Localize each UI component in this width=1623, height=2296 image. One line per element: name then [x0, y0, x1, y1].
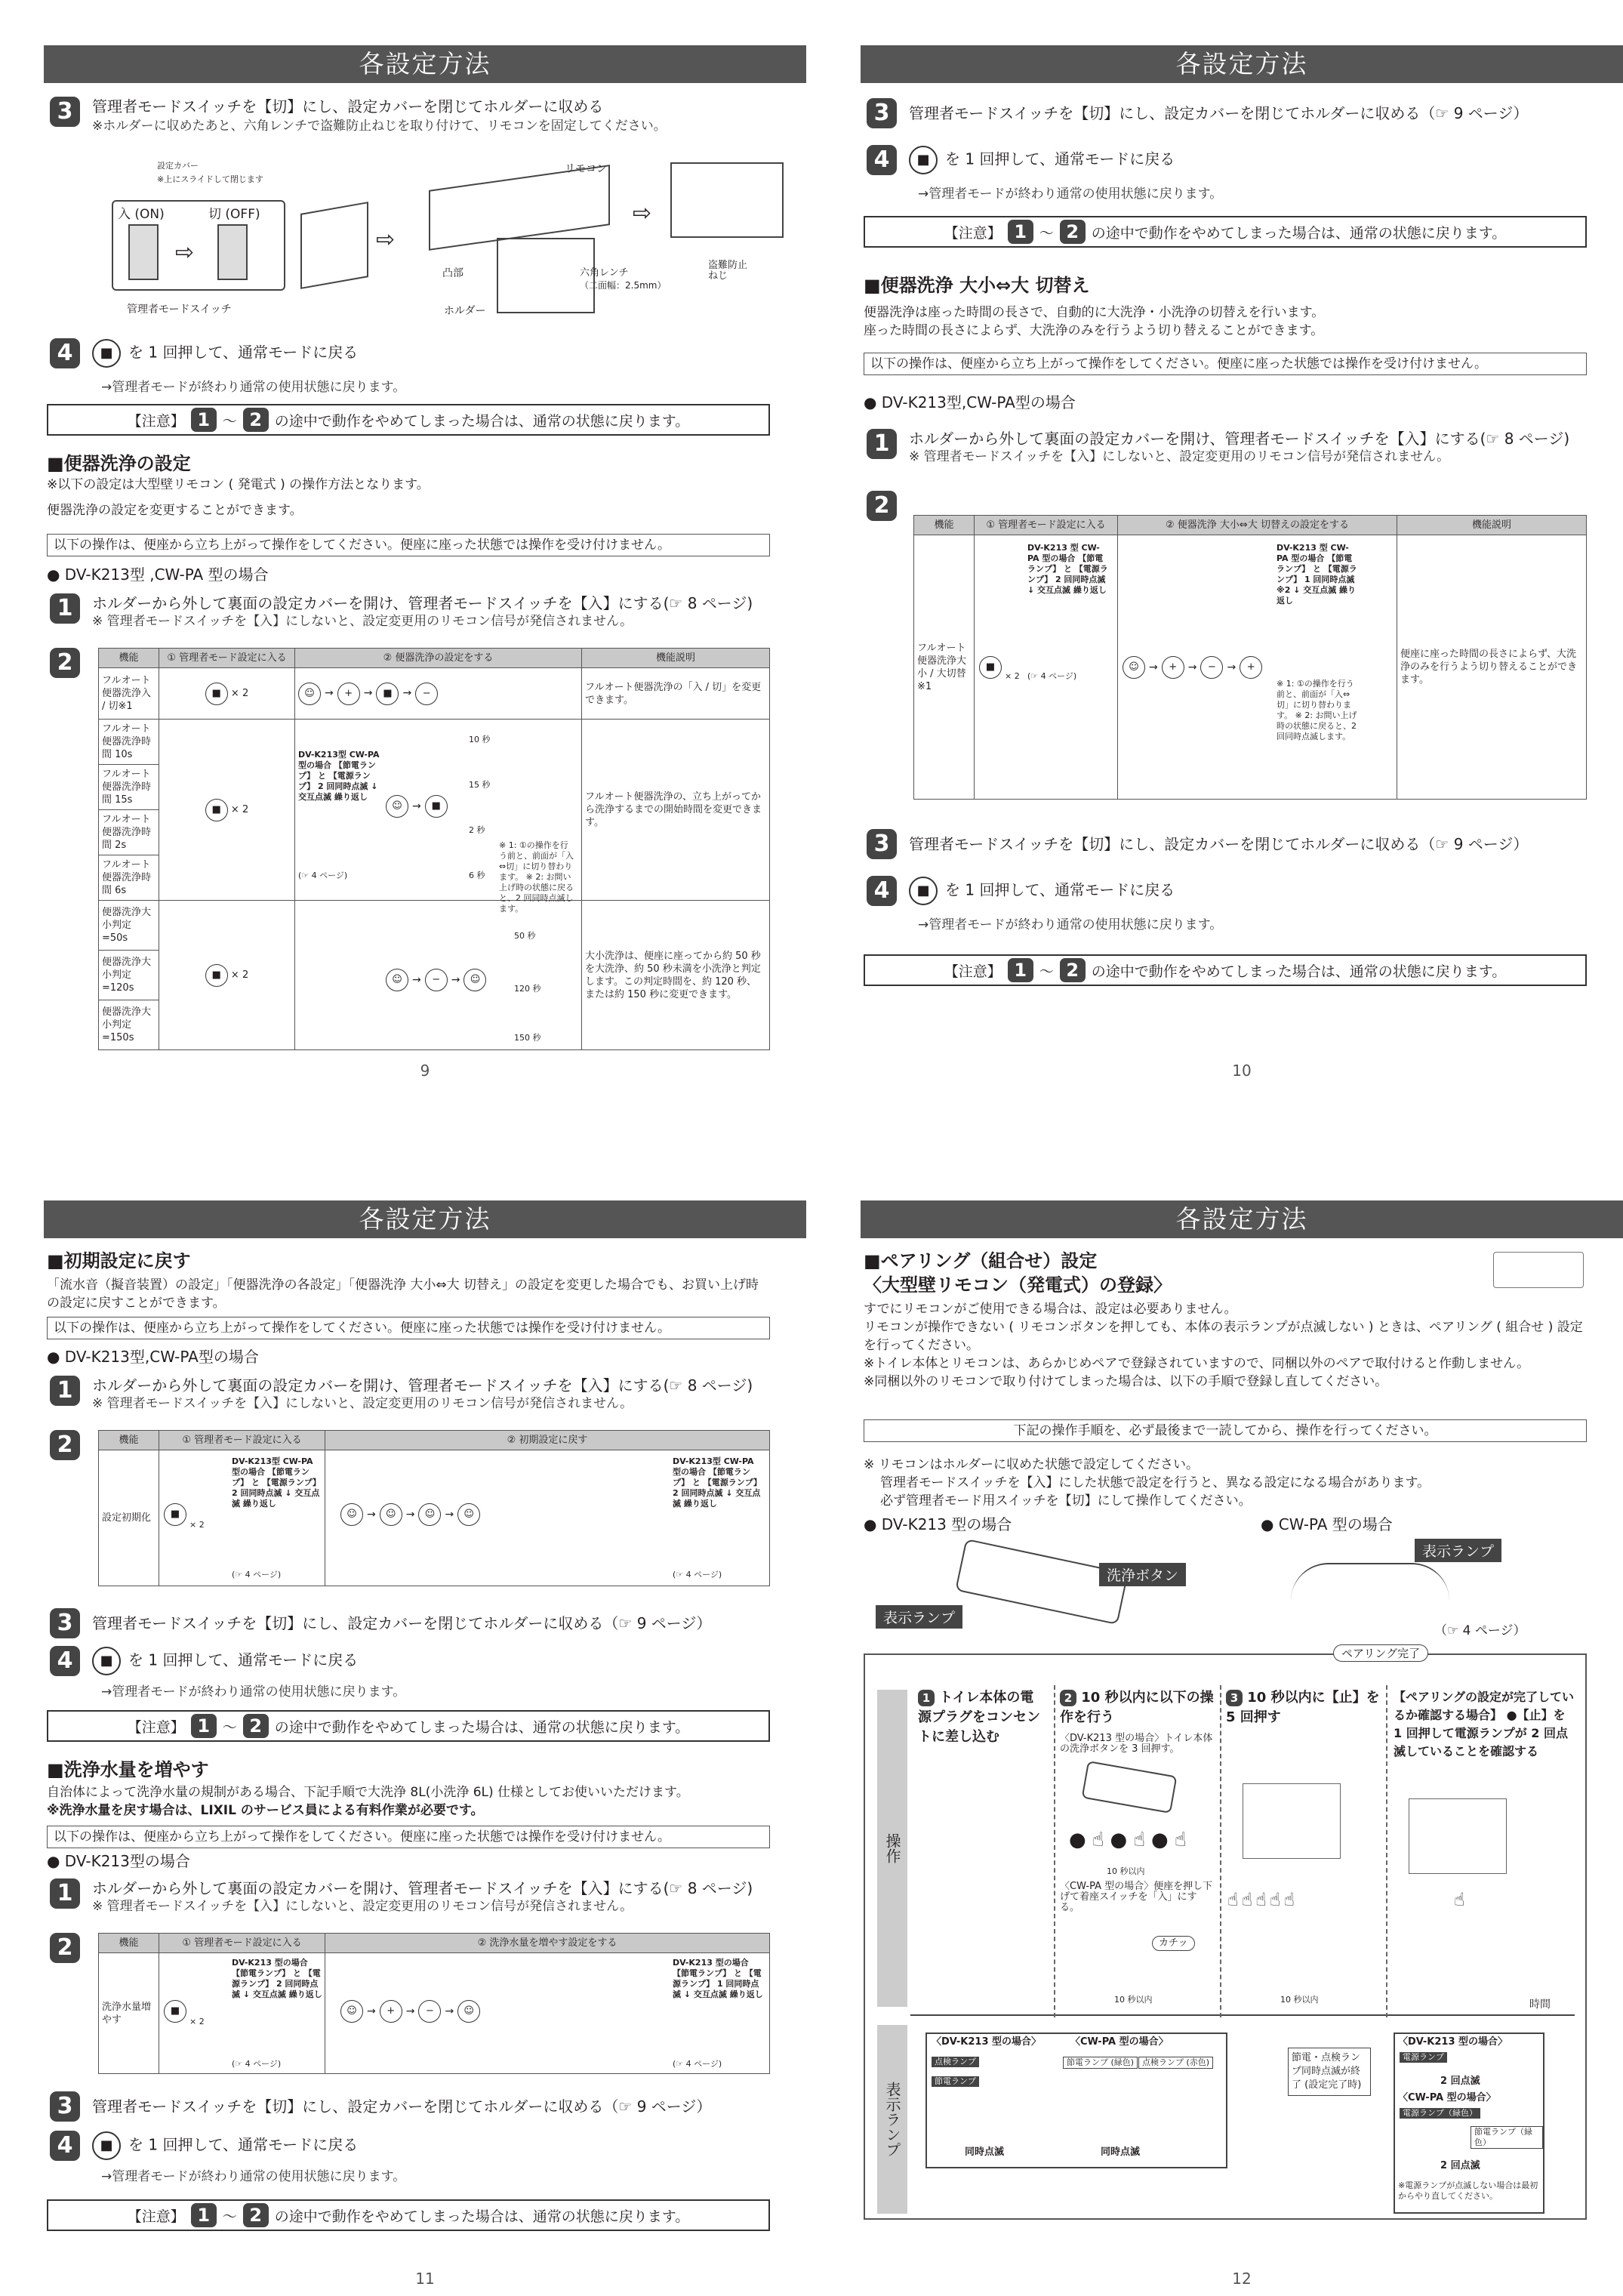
seat-icon: ☺: [457, 2000, 480, 2023]
footnote: ※ 1: ①の操作を行う前と、前面が「入⇔切」に切り替わります。 ※ 2: お問い上げ時の状態に戻ると、2 回同時点滅します。: [499, 840, 574, 914]
remote-front-graphic: [670, 162, 784, 238]
fn-cell: フルオート便器洗浄時間 2s: [99, 810, 159, 855]
step-text: 管理者モードスイッチを【切】にし、設定カバーを閉じてホルダーに収める: [92, 97, 604, 116]
seat-icon: ☺: [340, 1503, 363, 1526]
time-label: 50 秒: [514, 931, 536, 941]
wash-button-label: 洗浄ボタン: [1099, 1563, 1186, 1586]
twice-label: 2 回点滅: [1440, 2076, 1480, 2087]
intro-line: 座った時間の長さによらず、大洗浄のみを行うよう切り替えることができます。: [864, 323, 1324, 338]
step-chip: 3: [1226, 1690, 1243, 1706]
op-sequence: ☺ → ■: [386, 795, 448, 818]
step-text: 管理者モードスイッチを【切】にし、設定カバーを閉じてホルダーに収める: [92, 1614, 604, 1632]
minus-icon: −: [425, 969, 448, 991]
sync-label: 同時点滅: [965, 2147, 1005, 2158]
press-icons: ☝☝☝☝☝: [1227, 1889, 1298, 1910]
footnote: ※電源ランプが点滅しない場合は最初からやり直してください。: [1398, 2180, 1538, 2201]
times-label: × 2: [230, 803, 249, 815]
lamp-note: DV-K213 型の場合 【節電ランプ】 と 【電源ランプ】 1 回同時点滅 ↓ 交互点滅 繰り返し: [673, 1958, 763, 1999]
desc-cell: フルオート便器洗浄の「入 / 切」を変更できます。: [582, 668, 770, 720]
step-text: を 1 回押して、通常モードに戻る: [128, 2135, 359, 2154]
step-text: ホルダーから外して裏面の設定カバーを開け、管理者モードスイッチを【入】にする(☞ 8 ページ): [92, 594, 753, 612]
chip: 1: [191, 1714, 217, 1738]
page-9: [44, 0, 806, 1080]
plus-icon: +: [337, 683, 360, 705]
label-wrench: 六角レンチ: [580, 267, 629, 279]
arrow-icon: ⇨: [376, 227, 396, 253]
page-11: [44, 1155, 806, 2288]
intro-line: ※同梱以外のリモコンで取り付けてしまった場合は、以下の手順で登録し直してください。: [864, 1374, 1388, 1389]
model-heading: ● DV-K213型,CW-PA型の場合: [47, 1348, 259, 1366]
warning-box: 下記の操作手順を、必ず最後まで一読してから、操作を行ってください。: [864, 1419, 1587, 1442]
lamp-tag: 節電ランプ (緑色): [1063, 2057, 1138, 2069]
toilet-graphic: [1082, 1761, 1178, 1814]
lamp-note: DV-K213型 CW-PA 型の場合 【節電ランプ】 と 【電源ランプ】 2 回同時点滅 ↓ 交互点滅 繰り返し: [232, 1456, 321, 1509]
desc-cell: 大小洗浄は、便座に座ってから約 50 秒を大洗浄、約 50 秒未満を小洗浄と判定します。この判定時間を、約 120 秒、または約 150 秒に変更できます。: [582, 901, 770, 1050]
within-label: 10 秒以内: [1107, 1866, 1145, 1876]
caution-note: [864, 216, 1587, 248]
section-title: ■初期設定に戻す: [47, 1250, 191, 1271]
note-text: の途中で動作をやめてしまった場合は、通常の状態に戻ります。: [1091, 963, 1507, 980]
minus-icon: −: [418, 2000, 441, 2023]
settings-table: [98, 648, 770, 1050]
col-header: 機能: [99, 1934, 159, 1953]
time-label: 時間: [1529, 1999, 1551, 2011]
stop-button-icon: ■: [92, 2131, 121, 2160]
stop-button-icon: ■: [425, 795, 448, 818]
step-text: を 1 回押して、通常モードに戻る: [945, 880, 1175, 899]
note-text: の途中で動作をやめてしまった場合は、通常の状態に戻ります。: [1091, 224, 1507, 242]
tilde: ～: [222, 412, 237, 430]
step-number: 4: [50, 1646, 80, 1676]
page-ref: (☞ 4 ページ): [1027, 671, 1077, 681]
chip: 1: [1008, 958, 1033, 982]
label-on: 入 (ON): [118, 207, 165, 222]
lamp-label: 表示ランプ: [1415, 1539, 1501, 1562]
model-label: 〈CW-PA 型の場合〉: [1070, 2036, 1169, 2048]
step-text: を 1 回押して、通常モードに戻る: [128, 1650, 359, 1669]
cw-seat-graphic: [1291, 1563, 1449, 1601]
within-label: 10 秒以内: [1280, 1995, 1319, 2005]
model-heading: ● DV-K213型の場合: [47, 1852, 190, 1870]
label-convex: 凸部: [442, 267, 463, 279]
stop-button-icon: ■: [164, 2000, 186, 2023]
divider: [1054, 1685, 1055, 2017]
chip: 2: [243, 1714, 269, 1738]
twice-label: 2 回点滅: [1440, 2160, 1480, 2171]
page-number: 11: [415, 2270, 435, 2288]
page-12: [861, 1155, 1623, 2288]
times-label: × 2: [230, 969, 249, 981]
fn-cell: フルオート便器洗浄時間 15s: [99, 765, 159, 810]
warning-box: 以下の操作は、便座から立ち上がって操作をしてください。便座に座った状態では操作を受け付けません。: [47, 534, 770, 556]
col-header: ① 管理者モード設定に入る: [159, 1431, 325, 1450]
col-header: ① 管理者モード設定に入る: [159, 1934, 325, 1953]
col-header: ② 洗浄水量を増やす設定をする: [325, 1934, 770, 1953]
tilde: ～: [1039, 963, 1054, 980]
note-line: 必ず管理者モード用スイッチを【切】にして操作してください。: [880, 1493, 1252, 1509]
fn-cell: フルオート便器洗浄時間 6s: [99, 855, 159, 901]
seat-icon: ☺: [298, 683, 321, 705]
time-label: 6 秒: [469, 871, 485, 880]
arrow-icon: ⇨: [175, 239, 195, 266]
step-text: ホルダーから外して裏面の設定カバーを開け、管理者モードスイッチを【入】にする(☞ 8 ページ): [909, 430, 1570, 448]
step-number: 1: [50, 593, 80, 624]
display-box: [1394, 2032, 1544, 2214]
stop-button-icon: ■: [92, 1647, 121, 1675]
note-text: の途中で動作をやめてしまった場合は、通常の状態に戻ります。: [274, 1718, 690, 1736]
settings-table: [98, 1933, 770, 2074]
step-text: ホルダーから外して裏面の設定カバーを開け、管理者モードスイッチを【入】にする(☞ 8 ページ): [92, 1376, 753, 1395]
step-note: 〈DV-K213 型の場合〉トイレ本体の洗浄ボタンを 3 回押す。: [1060, 1733, 1213, 1755]
step-text: トイレ本体の電源プラグをコンセントに差し込む: [918, 1690, 1040, 1745]
page-ref: （☞ 4 ページ）: [1434, 1623, 1526, 1638]
stop-button-icon: ■: [205, 799, 228, 821]
footnote: ※ 1: ①の操作を行う前と、前面が「入⇔切」に切り替わります。 ※ 2: お問い上げ時の状態に戻ると、2 回同時点滅します。: [1277, 679, 1357, 741]
intro-line: 便器洗浄は座った時間の長さで、自動的に大洗浄・小洗浄の切替えを行います。: [864, 305, 1325, 320]
remote-back-graphic: [300, 202, 368, 289]
notes-block: [864, 1456, 1430, 1510]
step-note: ※ 管理者モードスイッチを【入】にしないと、設定変更用のリモコン信号が発信されません。: [92, 614, 633, 629]
op-sequence: ☺ → + → − → +: [1123, 656, 1262, 679]
page-ref: (☞ 4 ページ): [673, 1570, 722, 1579]
fn-cell: 便器洗浄大小判定 =120s: [99, 951, 159, 1000]
model-heading: ● DV-K213型,CW-PA型の場合: [864, 393, 1076, 411]
step-number: 4: [50, 338, 80, 368]
minus-icon: −: [1200, 656, 1223, 679]
warning-box: 以下の操作は、便座から立ち上がって操作をしてください。便座に座った状態では操作を受け付けません。: [47, 1826, 770, 1848]
section-title: ■便器洗浄の設定: [47, 453, 191, 474]
fn-cell: 便器洗浄大小判定 =50s: [99, 901, 159, 951]
seat-icon: ☺: [340, 2000, 363, 2023]
caution-note: [47, 1710, 770, 1742]
label-remote: リモコン: [565, 163, 607, 175]
col-header: ② 便器洗浄の設定をする: [295, 649, 582, 668]
step-note: 〈CW-PA 型の場合〉便座を押し下げて着座スイッチを「入」にする。: [1060, 1881, 1213, 1913]
page-ref: (☞ 4 ページ): [232, 1570, 282, 1579]
step-sub: →管理者モードが終わり通常の使用状態に戻ります。: [101, 2169, 406, 2184]
op-sequence: ☺ → − → ☺: [386, 969, 486, 991]
section-title: ■便器洗浄 大小⇔大 切替え: [864, 275, 1090, 296]
page-header: 各設定方法: [861, 45, 1623, 83]
intro-line: 便器洗浄の設定を変更することができます。: [47, 503, 303, 518]
step-text: ホルダーから外して裏面の設定カバーを開け、管理者モードスイッチを【入】にする(☞ 8 ページ): [92, 1879, 753, 1897]
step-number: 1: [50, 1376, 80, 1406]
page-number: 10: [1232, 1062, 1252, 1080]
desc-cell: フルオート便器洗浄の、立ち上がってから洗浄するまでの開始時間を変更できます。: [582, 720, 770, 901]
pairing-diagram: [864, 1647, 1587, 2220]
col-header: 機能説明: [582, 649, 770, 668]
step-number: 3: [50, 97, 80, 127]
lamp-tag: 節電ランプ（緑色）: [1471, 2126, 1543, 2149]
seat-icon: ☺: [386, 795, 408, 818]
op-sequence: ☺ → + → ■ → −: [298, 683, 438, 705]
within-label: 10 秒以内: [1114, 1995, 1153, 2005]
chip: 2: [243, 408, 269, 432]
page-header: 各設定方法: [861, 1200, 1623, 1238]
step-number: 2: [867, 491, 897, 521]
page-header: 各設定方法: [44, 45, 806, 83]
page-number: 9: [420, 1062, 430, 1080]
minus-icon: −: [415, 683, 438, 705]
intro-line: ※洗浄水量を戻す場合は、LIXIL のサービス員による有料作業が必要です。: [47, 1803, 484, 1818]
remote-panel-graphic: [1243, 1783, 1341, 1859]
step-text: 10 秒以内に以下の操作を行う: [1060, 1690, 1214, 1725]
step-text: 管理者モードスイッチを【切】にし、設定カバーを閉じてホルダーに収める: [909, 835, 1421, 853]
page-ref: (☞ 4 ページ): [232, 2059, 282, 2069]
step-note: ※ 管理者モードスイッチを【入】にしないと、設定変更用のリモコン信号が発信されません。: [92, 1899, 633, 1914]
page-ref: （☞ 9 ページ）: [603, 2097, 712, 2116]
chip: 2: [1060, 220, 1086, 244]
intro-block: [864, 1300, 1588, 1391]
model-heading: ● DV-K213型 ,CW-PA 型の場合: [47, 566, 269, 584]
model-label: 〈DV-K213 型の場合〉: [932, 2036, 1042, 2048]
remote-thumbnail: [1493, 1252, 1584, 1288]
tilde: ～: [222, 2208, 237, 2225]
step-number: 3: [50, 1608, 80, 1638]
stop-button-icon: ■: [205, 683, 228, 705]
label-cover-note: ※上にスライドして閉じます: [157, 174, 263, 184]
stop-button-icon: ■: [909, 146, 938, 174]
timeline-axis: [910, 2014, 1575, 2016]
plus-icon: +: [380, 2000, 402, 2023]
settings-table: [98, 1430, 770, 1586]
lamp-tag: 電源ランプ（緑色）: [1400, 2108, 1480, 2119]
times-label: × 2: [230, 687, 249, 699]
col-header: 機能: [914, 516, 975, 535]
switch-illustration: [112, 155, 791, 328]
settings-table: [913, 515, 1587, 800]
step-number: 3: [50, 2091, 80, 2122]
fn-cell: 設定初期化: [99, 1450, 159, 1586]
plus-icon: +: [1240, 656, 1262, 679]
step-text: 【ペアリングの設定が完了しているか確認する場合】 ●【止】を 1 回押して電源ランプが 2 回点滅していることを確認する: [1394, 1690, 1575, 1758]
stop-button-icon: ■: [92, 339, 121, 368]
plus-icon: +: [1162, 656, 1184, 679]
intro-line: 「流水音（擬音装置）の設定」「便器洗浄の各設定」「便器洗浄 大小⇔大 切替え」の設定を変更した場合でも、お買い上げ時の設定に戻すことができます。: [47, 1277, 759, 1311]
col-header: ② 便器洗浄 大小⇔大 切替えの設定をする: [1118, 516, 1397, 535]
remote-panel-graphic: [1409, 1798, 1507, 1874]
fn-cell: 便器洗浄大小判定 =150s: [99, 1000, 159, 1050]
label-holder: ホルダー: [444, 305, 486, 317]
times-label: × 2: [189, 1520, 205, 1530]
step-note: ※ 管理者モードスイッチを【入】にしないと、設定変更用のリモコン信号が発信されません。: [92, 1396, 633, 1411]
model-heading: ● DV-K213 型の場合: [864, 1515, 1012, 1533]
lamp-tag: 電源ランプ: [1400, 2052, 1447, 2063]
op-sequence: ☺ → + → − → ☺: [340, 2000, 480, 2023]
page-10: [861, 0, 1623, 1080]
caution-note: [864, 954, 1587, 986]
lamp-tag: 節電ランプ: [932, 2076, 979, 2087]
press-icons: ●☝●☝●☝: [1069, 1829, 1193, 1851]
lamp-note: DV-K213 型 CW-PA 型の場合 【節電ランプ】 と 【電源ランプ】 2 回同時点滅 ↓ 交互点滅 繰り返し: [1027, 543, 1108, 595]
lamp-note: DV-K213 型 CW-PA 型の場合 【節電ランプ】 と 【電源ランプ】 1 回同時点滅 ※2 ↓ 交互点滅 繰り返し: [1277, 543, 1357, 606]
page-ref: (☞ 4 ページ): [298, 871, 348, 880]
stop-button-icon: ■: [376, 683, 399, 705]
model-label: 〈DV-K213 型の場合〉: [1398, 2036, 1508, 2048]
fn-cell: フルオート便器洗浄入 / 切※1: [99, 668, 159, 720]
switch-on-graphic: [128, 224, 159, 280]
tilde: ～: [222, 1718, 237, 1736]
step-number: 2: [50, 1933, 80, 1963]
lamp-note: DV-K213型 CW-PA 型の場合 【節電ランプ】 と 【電源ランプ】 2 回同時点滅 ↓ 交互点滅 繰り返し: [673, 1456, 762, 1509]
fn-cell: フルオート便器洗浄大小 / 大切替※1: [914, 535, 975, 800]
note-line: ※ リモコンはホルダーに収めた状態で設定してください。: [864, 1457, 1199, 1472]
note-label: 【注意】: [127, 1718, 185, 1736]
warning-box: 以下の操作は、便座から立ち上がって操作をしてください。便座に座った状態では操作を受け付けません。: [47, 1317, 770, 1339]
step-text: 10 秒以内に【止】を 5 回押す: [1226, 1690, 1380, 1725]
seat-icon: ☺: [418, 1503, 441, 1526]
times-label: × 2: [189, 2017, 205, 2026]
divider: [1220, 1685, 1221, 2017]
step-text: 管理者モードスイッチを【切】にし、設定カバーを閉じてホルダーに収める: [92, 2097, 604, 2116]
divider: [1386, 1685, 1387, 2017]
chip: 2: [243, 2203, 269, 2227]
page-ref: （☞ 9 ページ）: [1420, 104, 1529, 122]
time-label: 150 秒: [514, 1033, 541, 1043]
intro-line: ※以下の設定は大型壁リモコン ( 発電式 ) の操作方法となります。: [47, 477, 430, 492]
time-label: 15 秒: [469, 780, 491, 790]
step-text: を 1 回押して、通常モードに戻る: [945, 149, 1175, 168]
lamp-label: 表示ランプ: [876, 1605, 962, 1629]
lamp-note: DV-K213 型の場合 【節電ランプ】 と 【電源ランプ】 2 回同時点滅 ↓ 交互点滅 繰り返し: [232, 1958, 322, 1999]
lamp-tag: 点検ランプ (赤色): [1138, 2057, 1213, 2069]
seat-icon: ☺: [457, 1503, 480, 1526]
fn-cell: フルオート便器洗浄時間 10s: [99, 720, 159, 765]
tilde: ～: [1039, 224, 1054, 242]
section-title: ■洗浄水量を増やす: [47, 1759, 209, 1780]
page-ref: （☞ 9 ページ）: [1420, 835, 1529, 853]
col-header: 機能: [99, 1431, 159, 1450]
note-text: の途中で動作をやめてしまった場合は、通常の状態に戻ります。: [274, 412, 690, 430]
caution-note: [47, 404, 770, 436]
section-subtitle: 〈大型壁リモコン（発電式）の登録〉: [864, 1274, 1172, 1296]
stop-button-icon: ■: [205, 964, 228, 987]
note-line: 管理者モードスイッチを【入】にした状態で設定を行うと、異なる設定になる場合があります。: [880, 1475, 1431, 1490]
times-label: × 2: [1005, 671, 1020, 681]
chip: 1: [1008, 220, 1033, 244]
arrow-icon: ⇨: [633, 200, 652, 227]
col-header: 機能: [99, 649, 159, 668]
step-sub: →管理者モードが終わり通常の使用状態に戻ります。: [101, 1684, 406, 1700]
page-header: 各設定方法: [44, 1200, 806, 1238]
page-ref: (☞ 4 ページ): [673, 2059, 722, 2069]
page-ref: （☞ 9 ページ）: [603, 1614, 712, 1632]
label-screw: 盗難防止ねじ: [708, 260, 748, 282]
intro-line: 自治体によって洗浄水量の規制がある場合、下記手順で大洗浄 8L(小洗浄 6L) 仕様としてお使いいただけます。: [47, 1785, 689, 1800]
label-cover: 設定カバー: [157, 161, 199, 171]
lamp-tag: 点検ランプ: [932, 2057, 979, 2067]
step-sub: →管理者モードが終わり通常の使用状態に戻ります。: [918, 917, 1223, 932]
step-note: ※ホルダーに収めたあと、六角レンチで盗難防止ねじを取り付けて、リモコンを固定してください。: [92, 119, 667, 134]
time-label: 120 秒: [514, 984, 541, 994]
completion-box: 節電・点検ランプ同時点滅が終了 (設定完了時): [1288, 2048, 1371, 2096]
section-title: ■ペアリング（組合せ）設定: [864, 1250, 1098, 1271]
time-label: 2 秒: [469, 825, 485, 835]
pairing-complete-label: ペアリング完了: [1333, 1644, 1428, 1662]
step-number: 1: [867, 429, 897, 459]
caution-note: [47, 2199, 770, 2231]
display-box: [925, 2032, 1227, 2168]
note-label: 【注意】: [944, 963, 1002, 980]
fn-cell: 洗浄水量増やす: [99, 1953, 159, 2074]
step-text: を 1 回押して、通常モードに戻る: [128, 343, 359, 362]
step-number: 1: [50, 1878, 80, 1909]
click-label: カチッ: [1152, 1936, 1195, 1951]
operation-label: 操作: [877, 1690, 907, 2007]
model-heading: ● CW-PA 型の場合: [1261, 1515, 1393, 1533]
chip: 1: [191, 408, 217, 432]
time-label: 10 秒: [469, 735, 491, 744]
note-label: 【注意】: [944, 224, 1002, 242]
step-chip: 1: [918, 1690, 935, 1706]
stop-button-icon: ■: [909, 877, 938, 905]
seat-icon: ☺: [380, 1503, 402, 1526]
step-number: 4: [867, 876, 897, 906]
display-lamp-label: 表示ランプ: [877, 2025, 907, 2214]
intro-line: ※トイレ本体とリモコンは、あらかじめペアで登録されていますので、同梱以外のペアで取付けると作動しません。: [864, 1356, 1530, 1371]
press-icon: ☝: [1454, 1889, 1465, 1910]
model-label: 〈CW-PA 型の場合〉: [1398, 2092, 1496, 2103]
step-number: 2: [50, 1430, 80, 1460]
col-header: ① 管理者モード設定に入る: [159, 649, 295, 668]
col-header: 機能説明: [1397, 516, 1587, 535]
seat-icon: ☺: [386, 969, 408, 991]
col-header: ② 初期設定に戻す: [325, 1431, 770, 1450]
label-switch: 管理者モードスイッチ: [127, 304, 232, 316]
step-sub: →管理者モードが終わり通常の使用状態に戻ります。: [101, 380, 406, 395]
switch-off-graphic: [217, 224, 248, 280]
intro-line: リモコンが操作できない ( リモコンボタンを押しても、本体の表示ランプが点滅しない ) ときは、ペアリング ( 組合せ ) 設定を行ってください。: [864, 1320, 1583, 1353]
sync-label: 同時点滅: [1101, 2147, 1141, 2158]
intro-line: すでにリモコンがご使用できる場合は、設定は必要ありません。: [864, 1302, 1237, 1317]
note-label: 【注意】: [127, 2208, 185, 2225]
seat-icon: ☺: [463, 969, 486, 991]
col-header: ① 管理者モード設定に入る: [975, 516, 1118, 535]
step-number: 3: [867, 98, 897, 128]
step-number: 2: [50, 648, 80, 678]
chip: 2: [1060, 958, 1086, 982]
step-number: 4: [867, 145, 897, 175]
step-text: 管理者モードスイッチを【切】にし、設定カバーを閉じてホルダーに収める: [909, 104, 1421, 122]
step-number: 3: [867, 829, 897, 859]
desc-cell: 便座に座った時間の長さによらず、大洗浄のみを行うよう切り替えることができます。: [1397, 535, 1587, 800]
label-off: 切 (OFF): [208, 207, 260, 222]
step-number: 4: [50, 2131, 80, 2161]
stop-button-icon: ■: [979, 656, 1002, 679]
warning-box: 以下の操作は、便座から立ち上がって操作をしてください。便座に座った状態では操作を受け付けません。: [864, 353, 1587, 375]
stop-button-icon: ■: [164, 1503, 186, 1526]
step-sub: →管理者モードが終わり通常の使用状態に戻ります。: [918, 186, 1223, 202]
step-note: ※ 管理者モードスイッチを【入】にしないと、設定変更用のリモコン信号が発信されません。: [909, 449, 1450, 464]
note-label: 【注意】: [127, 412, 185, 430]
step-chip: 2: [1060, 1690, 1076, 1706]
note-text: の途中で動作をやめてしまった場合は、通常の状態に戻ります。: [274, 2208, 690, 2225]
seat-icon: ☺: [1123, 656, 1145, 679]
page-number: 12: [1232, 2270, 1252, 2288]
lamp-note: DV-K213型 CW-PA 型の場合 【節電ランプ】 と 【電源ランプ】 2 回同時点滅 ↓ 交互点滅 繰り返し: [298, 750, 380, 802]
label-wrench-size: （二面幅：2.5mm）: [580, 280, 667, 291]
op-sequence: ☺ → ☺ → ☺ → ☺: [340, 1503, 480, 1526]
chip: 1: [191, 2203, 217, 2227]
